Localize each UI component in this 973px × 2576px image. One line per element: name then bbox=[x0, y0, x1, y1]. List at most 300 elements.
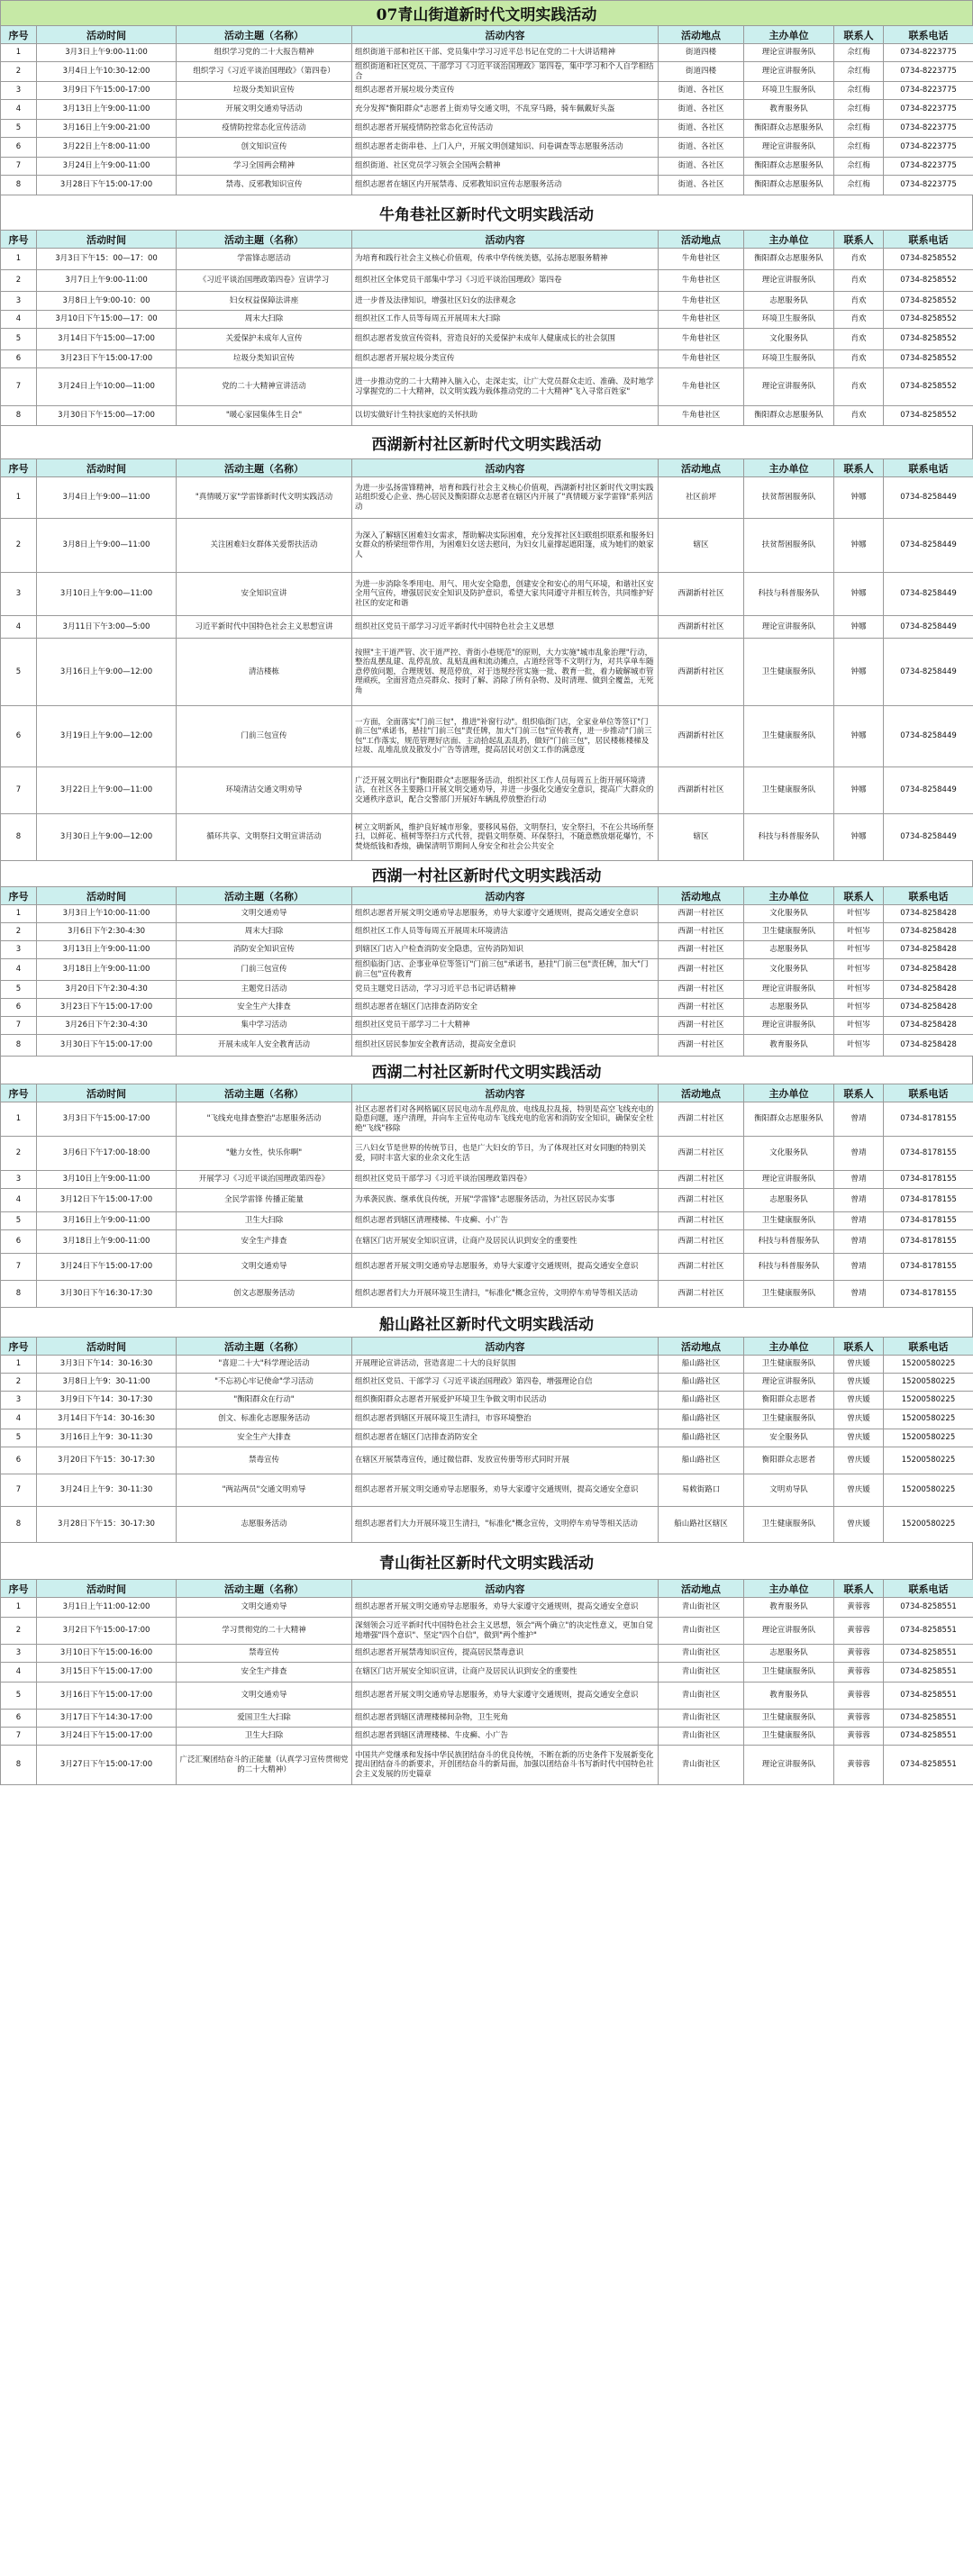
phone-cell: 0734-8258552 bbox=[884, 292, 973, 311]
time-cell: 3月22日上午9:00—11:00 bbox=[37, 767, 177, 814]
location-cell: 船山路社区 bbox=[659, 1392, 744, 1410]
header-contact: 联系人 bbox=[834, 231, 884, 249]
seq-cell: 6 bbox=[1, 350, 37, 368]
header-contact: 联系人 bbox=[834, 1580, 884, 1598]
header-organizer: 主办单位 bbox=[744, 26, 834, 44]
contact-cell: 曾庆媛 bbox=[834, 1374, 884, 1392]
time-cell: 3月24日上午9：30-11:30 bbox=[37, 1474, 177, 1507]
content-cell: 组织志愿者发放宣传资料，营造良好的关爱保护未成年人健康成长的社会氛围 bbox=[352, 329, 659, 350]
header-organizer: 主办单位 bbox=[744, 1580, 834, 1598]
content-cell: 组织街道、社区党员学习领会全国两会精神 bbox=[352, 158, 659, 176]
content-cell: 组织社区工作人员等每周五开展周末大扫除 bbox=[352, 311, 659, 329]
content-cell: 组织志愿者们大力开展环境卫生清扫，"标准化"概念宣传，文明停车劝导等相关活动 bbox=[352, 1281, 659, 1308]
time-cell: 3月13日上午9:00-11:00 bbox=[37, 100, 177, 120]
phone-cell: 0734-8258428 bbox=[884, 1035, 973, 1057]
time-cell: 3月8日上午9：30-11:00 bbox=[37, 1374, 177, 1392]
phone-cell: 0734-8258552 bbox=[884, 329, 973, 350]
seq-cell: 2 bbox=[1, 1137, 37, 1171]
table-row bbox=[1, 1710, 973, 1728]
phone-cell: 0734-8223775 bbox=[884, 62, 973, 82]
table-row bbox=[1, 999, 973, 1017]
content-cell: 充分发挥"衡阳群众"志愿者上街劝导交通文明，不乱穿马路，骑车佩戴好头盔 bbox=[352, 100, 659, 120]
location-cell: 西湖二村社区 bbox=[659, 1137, 744, 1171]
time-cell: 3月16日下午15:00-17:00 bbox=[37, 1683, 177, 1710]
table-row bbox=[1, 959, 973, 981]
theme-cell: 文明交通劝导 bbox=[177, 1254, 352, 1281]
location-cell: 牛角巷社区 bbox=[659, 311, 744, 329]
header-content: 活动内容 bbox=[352, 887, 659, 905]
contact-cell: 叶恒岑 bbox=[834, 905, 884, 923]
time-cell: 3月22日上午8:00-11:00 bbox=[37, 138, 177, 158]
seq-cell: 1 bbox=[1, 44, 37, 62]
table-row bbox=[1, 923, 973, 941]
theme-cell: 开展文明交通劝导活动 bbox=[177, 100, 352, 120]
location-cell: 西湖二村社区 bbox=[659, 1254, 744, 1281]
location-cell: 船山路社区 bbox=[659, 1374, 744, 1392]
content-cell: 组织志愿者在辖区内开展禁毒、反邪教知识宣传志愿服务活动 bbox=[352, 176, 659, 195]
location-cell: 西湖一村社区 bbox=[659, 1035, 744, 1057]
header-theme: 活动主题（名称） bbox=[177, 26, 352, 44]
contact-cell: 曾靖 bbox=[834, 1171, 884, 1189]
content-cell: 组织临街门店、企事业单位等签订"门前三包"承诺书，悬挂"门前三包"责任牌，加大"门前三包"宣传教育 bbox=[352, 959, 659, 981]
time-cell: 3月30日上午9:00—12:00 bbox=[37, 814, 177, 861]
contact-cell: 曾庆媛 bbox=[834, 1356, 884, 1374]
location-cell: 船山路社区 bbox=[659, 1410, 744, 1429]
contact-cell: 肖欢 bbox=[834, 270, 884, 292]
table-row bbox=[1, 767, 973, 814]
theme-cell: 主题党日活动 bbox=[177, 981, 352, 999]
organizer-cell: 理论宣讲服务队 bbox=[744, 616, 834, 639]
seq-cell: 7 bbox=[1, 767, 37, 814]
content-cell: 为承袭民族、继承优良传统，开展"学雷锋"志愿服务活动，为社区居民办实事 bbox=[352, 1189, 659, 1212]
location-cell: 牛角巷社区 bbox=[659, 329, 744, 350]
header-location: 活动地点 bbox=[659, 231, 744, 249]
seq-cell: 5 bbox=[1, 329, 37, 350]
table-row bbox=[1, 1102, 973, 1137]
content-cell: 按照"主干道严管、次干道严控、背街小巷规范"的原则，大力实施"城市乱象治理"行动，整治乱摆乱建、乱停乱放、乱贴乱画和流动摊点，占道经营等不文明行为，对共享单车随意停放问题，合理规划、规范停放，对于违规经营实施一批、教育一批，着力破解城市管理顽疾，全面营造点亮群众、按时了解、消除了所有杂物、及时清理、做到全覆盖，无死角 bbox=[352, 639, 659, 706]
theme-cell: 安全生产排查 bbox=[177, 1663, 352, 1683]
contact-cell: 曾靖 bbox=[834, 1137, 884, 1171]
table-row bbox=[1, 1189, 973, 1212]
table-row bbox=[1, 1618, 973, 1645]
time-cell: 3月20日下午15：30-17:30 bbox=[37, 1447, 177, 1474]
location-cell: 西湖一村社区 bbox=[659, 905, 744, 923]
theme-cell: 广泛汇聚团结奋斗的正能量（认真学习宣传贯彻党的二十大精神） bbox=[177, 1746, 352, 1785]
organizer-cell: 志愿服务队 bbox=[744, 999, 834, 1017]
organizer-cell: 文化服务队 bbox=[744, 1137, 834, 1171]
time-cell: 3月24日下午15:00-17:00 bbox=[37, 1254, 177, 1281]
time-cell: 3月30日下午15:00-17:00 bbox=[37, 1035, 177, 1057]
location-cell: 街道四楼 bbox=[659, 44, 744, 62]
content-cell: 进一步普及法律知识，增强社区妇女的法律观念 bbox=[352, 292, 659, 311]
theme-cell: 开展学习《习近平谈治国理政第四卷》 bbox=[177, 1171, 352, 1189]
content-cell: 组织志愿者开展垃圾分类宣传 bbox=[352, 350, 659, 368]
location-cell: 街道、各社区 bbox=[659, 138, 744, 158]
contact-cell: 钟娜 bbox=[834, 616, 884, 639]
location-cell: 船山路社区辖区 bbox=[659, 1507, 744, 1543]
theme-cell: 安全生产排查 bbox=[177, 1230, 352, 1254]
organizer-cell: 理论宣讲服务队 bbox=[744, 1618, 834, 1645]
time-cell: 3月10日下午15:00—17：00 bbox=[37, 311, 177, 329]
header-organizer: 主办单位 bbox=[744, 1338, 834, 1356]
phone-cell: 0734-8258449 bbox=[884, 573, 973, 616]
organizer-cell: 衡阳群众志愿服务队 bbox=[744, 249, 834, 270]
table-row bbox=[1, 1356, 973, 1374]
theme-cell: 卫生大扫除 bbox=[177, 1212, 352, 1230]
phone-cell: 15200580225 bbox=[884, 1507, 973, 1543]
time-cell: 3月20日下午2:30-4:30 bbox=[37, 981, 177, 999]
theme-cell: 志愿服务活动 bbox=[177, 1507, 352, 1543]
organizer-cell: 衡阳群众志愿服务队 bbox=[744, 176, 834, 195]
phone-cell: 0734-8178155 bbox=[884, 1230, 973, 1254]
location-cell: 西湖二村社区 bbox=[659, 1281, 744, 1308]
organizer-cell: 衡阳群众志愿服务队 bbox=[744, 120, 834, 138]
header-contact: 联系人 bbox=[834, 459, 884, 477]
table-row bbox=[1, 138, 973, 158]
seq-cell: 3 bbox=[1, 82, 37, 100]
contact-cell: 曾靖 bbox=[834, 1102, 884, 1137]
header-row bbox=[1, 1084, 973, 1102]
table-row bbox=[1, 1683, 973, 1710]
time-cell: 3月28日下午15:00-17:00 bbox=[37, 176, 177, 195]
organizer-cell: 扶贫帮困服务队 bbox=[744, 519, 834, 573]
theme-cell: 集中学习活动 bbox=[177, 1017, 352, 1035]
time-cell: 3月19日上午9:00—12:00 bbox=[37, 706, 177, 767]
theme-cell: 创文知识宣传 bbox=[177, 138, 352, 158]
phone-cell: 0734-8258551 bbox=[884, 1645, 973, 1663]
content-cell: 广泛开展文明出行"衡阳群众"志愿服务活动，组织社区工作人员每周五上街开展环境清洁，在社区各主要路口开展文明交通劝导，并进一步强化交通安全意识，提高广大群众的交通秩序意识，配合交警部门开展好车辆乱停放整治行动 bbox=[352, 767, 659, 814]
location-cell: 牛角巷社区 bbox=[659, 249, 744, 270]
seq-cell: 4 bbox=[1, 311, 37, 329]
seq-cell: 2 bbox=[1, 62, 37, 82]
phone-cell: 0734-8178155 bbox=[884, 1189, 973, 1212]
contact-cell: 曾靖 bbox=[834, 1281, 884, 1308]
time-cell: 3月9日下午15:00-17:00 bbox=[37, 82, 177, 100]
seq-cell: 7 bbox=[1, 1728, 37, 1746]
phone-cell: 0734-8223775 bbox=[884, 120, 973, 138]
table-row bbox=[1, 1230, 973, 1254]
theme-cell: 文明交通劝导 bbox=[177, 1683, 352, 1710]
seq-cell: 4 bbox=[1, 616, 37, 639]
header-seq: 序号 bbox=[1, 1084, 37, 1102]
location-cell: 西湖新村社区 bbox=[659, 616, 744, 639]
header-organizer: 主办单位 bbox=[744, 231, 834, 249]
header-contact: 联系人 bbox=[834, 1338, 884, 1356]
seq-cell: 5 bbox=[1, 120, 37, 138]
seq-cell: 4 bbox=[1, 1189, 37, 1212]
location-cell: 西湖二村社区 bbox=[659, 1230, 744, 1254]
organizer-cell: 科技与科普服务队 bbox=[744, 1230, 834, 1254]
header-time: 活动时间 bbox=[37, 459, 177, 477]
seq-cell: 5 bbox=[1, 639, 37, 706]
content-cell: 组织社区工作人员等每周五开展周末环境清洁 bbox=[352, 923, 659, 941]
time-cell: 3月1日上午11:00-12:00 bbox=[37, 1598, 177, 1618]
phone-cell: 0734-8258428 bbox=[884, 999, 973, 1017]
theme-cell: 安全生产大排查 bbox=[177, 1429, 352, 1447]
content-cell: 组织社区全体党员干部集中学习《习近平谈治国理政》第四卷 bbox=[352, 270, 659, 292]
location-cell: 西湖一村社区 bbox=[659, 941, 744, 959]
contact-cell: 黄蓉蓉 bbox=[834, 1663, 884, 1683]
content-cell: 组织志愿者到辖区清理楼梯、牛皮癣、小广告 bbox=[352, 1212, 659, 1230]
header-content: 活动内容 bbox=[352, 26, 659, 44]
organizer-cell: 文化服务队 bbox=[744, 329, 834, 350]
contact-cell: 佘红梅 bbox=[834, 158, 884, 176]
contact-cell: 曾靖 bbox=[834, 1212, 884, 1230]
table-row bbox=[1, 1447, 973, 1474]
table-row bbox=[1, 1171, 973, 1189]
table-row bbox=[1, 573, 973, 616]
header-row bbox=[1, 459, 973, 477]
table-row bbox=[1, 1410, 973, 1429]
phone-cell: 0734-8258449 bbox=[884, 477, 973, 519]
content-cell: 在辖区开展禁毒宣传，通过微信群、发放宣传册等形式同时开展 bbox=[352, 1447, 659, 1474]
contact-cell: 曾庆媛 bbox=[834, 1410, 884, 1429]
time-cell: 3月16日上午9:00-21:00 bbox=[37, 120, 177, 138]
theme-cell: 卫生大扫除 bbox=[177, 1728, 352, 1746]
organizer-cell: 志愿服务队 bbox=[744, 941, 834, 959]
time-cell: 3月3日上午10:00-11:00 bbox=[37, 905, 177, 923]
time-cell: 3月6日下午2:30-4:30 bbox=[37, 923, 177, 941]
theme-cell: "喜迎二十大"科学理论活动 bbox=[177, 1356, 352, 1374]
table-row bbox=[1, 270, 973, 292]
theme-cell: 文明交通劝导 bbox=[177, 1598, 352, 1618]
time-cell: 3月3日下午14：30-16:30 bbox=[37, 1356, 177, 1374]
table-row bbox=[1, 1212, 973, 1230]
theme-cell: 垃圾分类知识宣传 bbox=[177, 82, 352, 100]
phone-cell: 0734-8178155 bbox=[884, 1102, 973, 1137]
organizer-cell: 衡阳群众志愿者 bbox=[744, 1392, 834, 1410]
theme-cell: "飞线充电排查整治"志愿服务活动 bbox=[177, 1102, 352, 1137]
location-cell: 西湖二村社区 bbox=[659, 1171, 744, 1189]
location-cell: 西湖一村社区 bbox=[659, 959, 744, 981]
theme-cell: "魅力女性，快乐你啊" bbox=[177, 1137, 352, 1171]
seq-cell: 4 bbox=[1, 959, 37, 981]
seq-cell: 7 bbox=[1, 1254, 37, 1281]
time-cell: 3月30日下午16:30-17:30 bbox=[37, 1281, 177, 1308]
time-cell: 3月11日下午3:00—5:00 bbox=[37, 616, 177, 639]
seq-cell: 8 bbox=[1, 176, 37, 195]
location-cell: 船山路社区 bbox=[659, 1447, 744, 1474]
organizer-cell: 志愿服务队 bbox=[744, 1189, 834, 1212]
theme-cell: 门前三包宣传 bbox=[177, 959, 352, 981]
activity-table bbox=[0, 1337, 973, 1543]
time-cell: 3月3日下午15：00—17：00 bbox=[37, 249, 177, 270]
header-phone: 联系电话 bbox=[884, 231, 973, 249]
organizer-cell: 理论宣讲服务队 bbox=[744, 981, 834, 999]
contact-cell: 黄蓉蓉 bbox=[834, 1618, 884, 1645]
section-title: 船山路社区新时代文明实践活动 bbox=[0, 1308, 973, 1337]
header-row bbox=[1, 1338, 973, 1356]
time-cell: 3月28日下午15：30-17:30 bbox=[37, 1507, 177, 1543]
theme-cell: 组织学习党的二十大报告精神 bbox=[177, 44, 352, 62]
organizer-cell: 科技与科普服务队 bbox=[744, 1254, 834, 1281]
organizer-cell: 安全服务队 bbox=[744, 1429, 834, 1447]
header-time: 活动时间 bbox=[37, 1580, 177, 1598]
header-theme: 活动主题（名称） bbox=[177, 459, 352, 477]
seq-cell: 1 bbox=[1, 477, 37, 519]
seq-cell: 2 bbox=[1, 270, 37, 292]
table-row bbox=[1, 158, 973, 176]
phone-cell: 15200580225 bbox=[884, 1374, 973, 1392]
table-row bbox=[1, 519, 973, 573]
content-cell: 组织社区党员干部学习《习近平谈治国理政第四卷》 bbox=[352, 1171, 659, 1189]
contact-cell: 叶恒岑 bbox=[834, 981, 884, 999]
contact-cell: 黄蓉蓉 bbox=[834, 1710, 884, 1728]
activity-table bbox=[0, 1084, 973, 1308]
table-row bbox=[1, 82, 973, 100]
organizer-cell: 教育服务队 bbox=[744, 1683, 834, 1710]
content-cell: 组织志愿者走街串巷、上门入户，开展文明创建知识、问卷调查等志愿服务活动 bbox=[352, 138, 659, 158]
content-cell: 组织社区党员干部学习二十大精神 bbox=[352, 1017, 659, 1035]
content-cell: 组织志愿者开展文明交通劝导志愿服务，劝导大家遵守交通规则，提高交通安全意识 bbox=[352, 1474, 659, 1507]
phone-cell: 0734-8223775 bbox=[884, 176, 973, 195]
time-cell: 3月3日下午15:00-17:00 bbox=[37, 1102, 177, 1137]
phone-cell: 15200580225 bbox=[884, 1447, 973, 1474]
content-cell: 组织志愿者开展文明交通劝导志愿服务，劝导大家遵守交通规则，提高交通安全意识 bbox=[352, 1683, 659, 1710]
content-cell: 组织社区党员、干部学习《习近平谈治国理政》第四卷，增强理论自信 bbox=[352, 1374, 659, 1392]
location-cell: 西湖新村社区 bbox=[659, 639, 744, 706]
content-cell: 组织志愿者开展文明交通劝导志愿服务，劝导大家遵守交通规则，提高交通安全意识 bbox=[352, 1254, 659, 1281]
content-cell: 为深入了解辖区困难妇女需求，帮助解决实际困难，充分发挥社区妇联组织联系和服务妇女群众的桥梁纽带作用，为困难妇女送去慰问，为妇女儿童撑起遮阳篷，成为她们的娘家人 bbox=[352, 519, 659, 573]
contact-cell: 曾庆媛 bbox=[834, 1392, 884, 1410]
time-cell: 3月24日上午9:00-11:00 bbox=[37, 158, 177, 176]
phone-cell: 0734-8258551 bbox=[884, 1663, 973, 1683]
time-cell: 3月7日上午9:00-11:00 bbox=[37, 270, 177, 292]
time-cell: 3月10日上午9:00-11:00 bbox=[37, 1171, 177, 1189]
contact-cell: 肖欢 bbox=[834, 406, 884, 426]
table-row bbox=[1, 120, 973, 138]
organizer-cell: 卫生健康服务队 bbox=[744, 1281, 834, 1308]
location-cell: 牛角巷社区 bbox=[659, 368, 744, 406]
section-title: 西湖一村社区新时代文明实践活动 bbox=[0, 861, 973, 886]
content-cell: 组织志愿者们大力开展环境卫生清扫，"标准化"概念宣传，文明停车劝导等相关活动 bbox=[352, 1507, 659, 1543]
content-cell: 组织志愿者在辖区门店排查消防安全 bbox=[352, 999, 659, 1017]
table-row bbox=[1, 350, 973, 368]
activity-table bbox=[0, 1579, 973, 1785]
content-cell: 进一步推动党的二十大精神入脑入心，走深走实，让广大党员群众走近、准确、及时地学习掌握党的二十大精神，以文明实践为载体推动党的二十大精神"飞入寻常百姓家" bbox=[352, 368, 659, 406]
content-cell: 三八妇女节是世界的传统节日，也是广大妇女的节日，为了体现社区对女同胞的特别关爱，同时丰富大家的业余文化生活 bbox=[352, 1137, 659, 1171]
table-row bbox=[1, 44, 973, 62]
location-cell: 牛角巷社区 bbox=[659, 270, 744, 292]
time-cell: 3月30日下午15:00—17:00 bbox=[37, 406, 177, 426]
contact-cell: 曾靖 bbox=[834, 1230, 884, 1254]
organizer-cell: 科技与科普服务队 bbox=[744, 573, 834, 616]
seq-cell: 8 bbox=[1, 406, 37, 426]
table-row bbox=[1, 1507, 973, 1543]
location-cell: 青山街社区 bbox=[659, 1746, 744, 1785]
content-cell: 组织志愿者开展疫情防控常态化宣传活动 bbox=[352, 120, 659, 138]
organizer-cell: 卫生健康服务队 bbox=[744, 706, 834, 767]
content-cell: 组织志愿者开展垃圾分类宣传 bbox=[352, 82, 659, 100]
phone-cell: 0734-8258428 bbox=[884, 1017, 973, 1035]
location-cell: 西湖一村社区 bbox=[659, 1017, 744, 1035]
table-row bbox=[1, 1017, 973, 1035]
phone-cell: 0734-8258449 bbox=[884, 706, 973, 767]
table-row bbox=[1, 905, 973, 923]
header-seq: 序号 bbox=[1, 26, 37, 44]
contact-cell: 钟娜 bbox=[834, 814, 884, 861]
location-cell: 青山街社区 bbox=[659, 1618, 744, 1645]
seq-cell: 2 bbox=[1, 519, 37, 573]
phone-cell: 15200580225 bbox=[884, 1392, 973, 1410]
phone-cell: 0734-8258551 bbox=[884, 1710, 973, 1728]
content-cell: 组织社区党员干部学习习近平新时代中国特色社会主义思想 bbox=[352, 616, 659, 639]
phone-cell: 0734-8258552 bbox=[884, 249, 973, 270]
time-cell: 3月9日下午14：30-17:30 bbox=[37, 1392, 177, 1410]
location-cell: 西湖一村社区 bbox=[659, 923, 744, 941]
time-cell: 3月8日上午9:00-10：00 bbox=[37, 292, 177, 311]
table-row bbox=[1, 639, 973, 706]
organizer-cell: 理论宣讲服务队 bbox=[744, 1017, 834, 1035]
phone-cell: 0734-8258428 bbox=[884, 941, 973, 959]
theme-cell: 党的二十大精神宣讲活动 bbox=[177, 368, 352, 406]
content-cell: 组织衡阳群众志愿者开展爱护环境卫生争做文明市民活动 bbox=[352, 1392, 659, 1410]
time-cell: 3月23日下午15:00-17:00 bbox=[37, 350, 177, 368]
seq-cell: 2 bbox=[1, 1374, 37, 1392]
contact-cell: 钟娜 bbox=[834, 477, 884, 519]
header-theme: 活动主题（名称） bbox=[177, 887, 352, 905]
header-organizer: 主办单位 bbox=[744, 1084, 834, 1102]
organizer-cell: 卫生健康服务队 bbox=[744, 1507, 834, 1543]
contact-cell: 佘红梅 bbox=[834, 44, 884, 62]
location-cell: 社区前坪 bbox=[659, 477, 744, 519]
header-contact: 联系人 bbox=[834, 887, 884, 905]
section-title: 西湖新村社区新时代文明实践活动 bbox=[0, 426, 973, 458]
time-cell: 3月26日下午2:30-4:30 bbox=[37, 1017, 177, 1035]
time-cell: 3月10日上午9:00—11:00 bbox=[37, 573, 177, 616]
location-cell: 辖区 bbox=[659, 519, 744, 573]
content-cell: 组织志愿者到辖区开展环境卫生清扫，市容环境整治 bbox=[352, 1410, 659, 1429]
seq-cell: 8 bbox=[1, 1281, 37, 1308]
organizer-cell: 理论宣讲服务队 bbox=[744, 270, 834, 292]
phone-cell: 0734-8258551 bbox=[884, 1728, 973, 1746]
time-cell: 3月6日下午17:00-18:00 bbox=[37, 1137, 177, 1171]
theme-cell: 循环共享、文明祭扫文明宣讲活动 bbox=[177, 814, 352, 861]
contact-cell: 肖欢 bbox=[834, 311, 884, 329]
contact-cell: 佘红梅 bbox=[834, 120, 884, 138]
phone-cell: 0734-8178155 bbox=[884, 1137, 973, 1171]
phone-cell: 0734-8223775 bbox=[884, 100, 973, 120]
activity-table bbox=[0, 230, 973, 426]
table-row bbox=[1, 62, 973, 82]
seq-cell: 6 bbox=[1, 1447, 37, 1474]
header-phone: 联系电话 bbox=[884, 459, 973, 477]
phone-cell: 0734-8223775 bbox=[884, 158, 973, 176]
location-cell: 牛角巷社区 bbox=[659, 350, 744, 368]
phone-cell: 15200580225 bbox=[884, 1410, 973, 1429]
table-row bbox=[1, 329, 973, 350]
phone-cell: 0734-8258552 bbox=[884, 270, 973, 292]
content-cell: 组织街道和社区党员、干部学习《习近平谈治国理政》第四卷，集中学习和个人自学相结合 bbox=[352, 62, 659, 82]
content-cell: 树立文明新风，维护良好城市形象，要移风易俗，文明祭扫，安全祭扫，不在公共场所祭扫，以鲜花、植树等祭扫方式代替，提倡文明祭奠、环保祭扫，不随意燃放烟花爆竹，不焚烧纸钱和香烛，确保清明节期间人身安全和社会公共安全 bbox=[352, 814, 659, 861]
organizer-cell: 文化服务队 bbox=[744, 959, 834, 981]
time-cell: 3月23日下午15:00-17:00 bbox=[37, 999, 177, 1017]
theme-cell: 学习全国两会精神 bbox=[177, 158, 352, 176]
theme-cell: 清洁楼栋 bbox=[177, 639, 352, 706]
phone-cell: 0734-8258428 bbox=[884, 981, 973, 999]
theme-cell: "真情暖万家"学雷锋新时代文明实践活动 bbox=[177, 477, 352, 519]
header-organizer: 主办单位 bbox=[744, 459, 834, 477]
time-cell: 3月27日下午15:00-17:00 bbox=[37, 1746, 177, 1785]
contact-cell: 叶恒岑 bbox=[834, 999, 884, 1017]
organizer-cell: 卫生健康服务队 bbox=[744, 767, 834, 814]
seq-cell: 2 bbox=[1, 923, 37, 941]
header-seq: 序号 bbox=[1, 231, 37, 249]
seq-cell: 6 bbox=[1, 138, 37, 158]
location-cell: 牛角巷社区 bbox=[659, 292, 744, 311]
theme-cell: 周末大扫除 bbox=[177, 311, 352, 329]
phone-cell: 0734-8223775 bbox=[884, 44, 973, 62]
